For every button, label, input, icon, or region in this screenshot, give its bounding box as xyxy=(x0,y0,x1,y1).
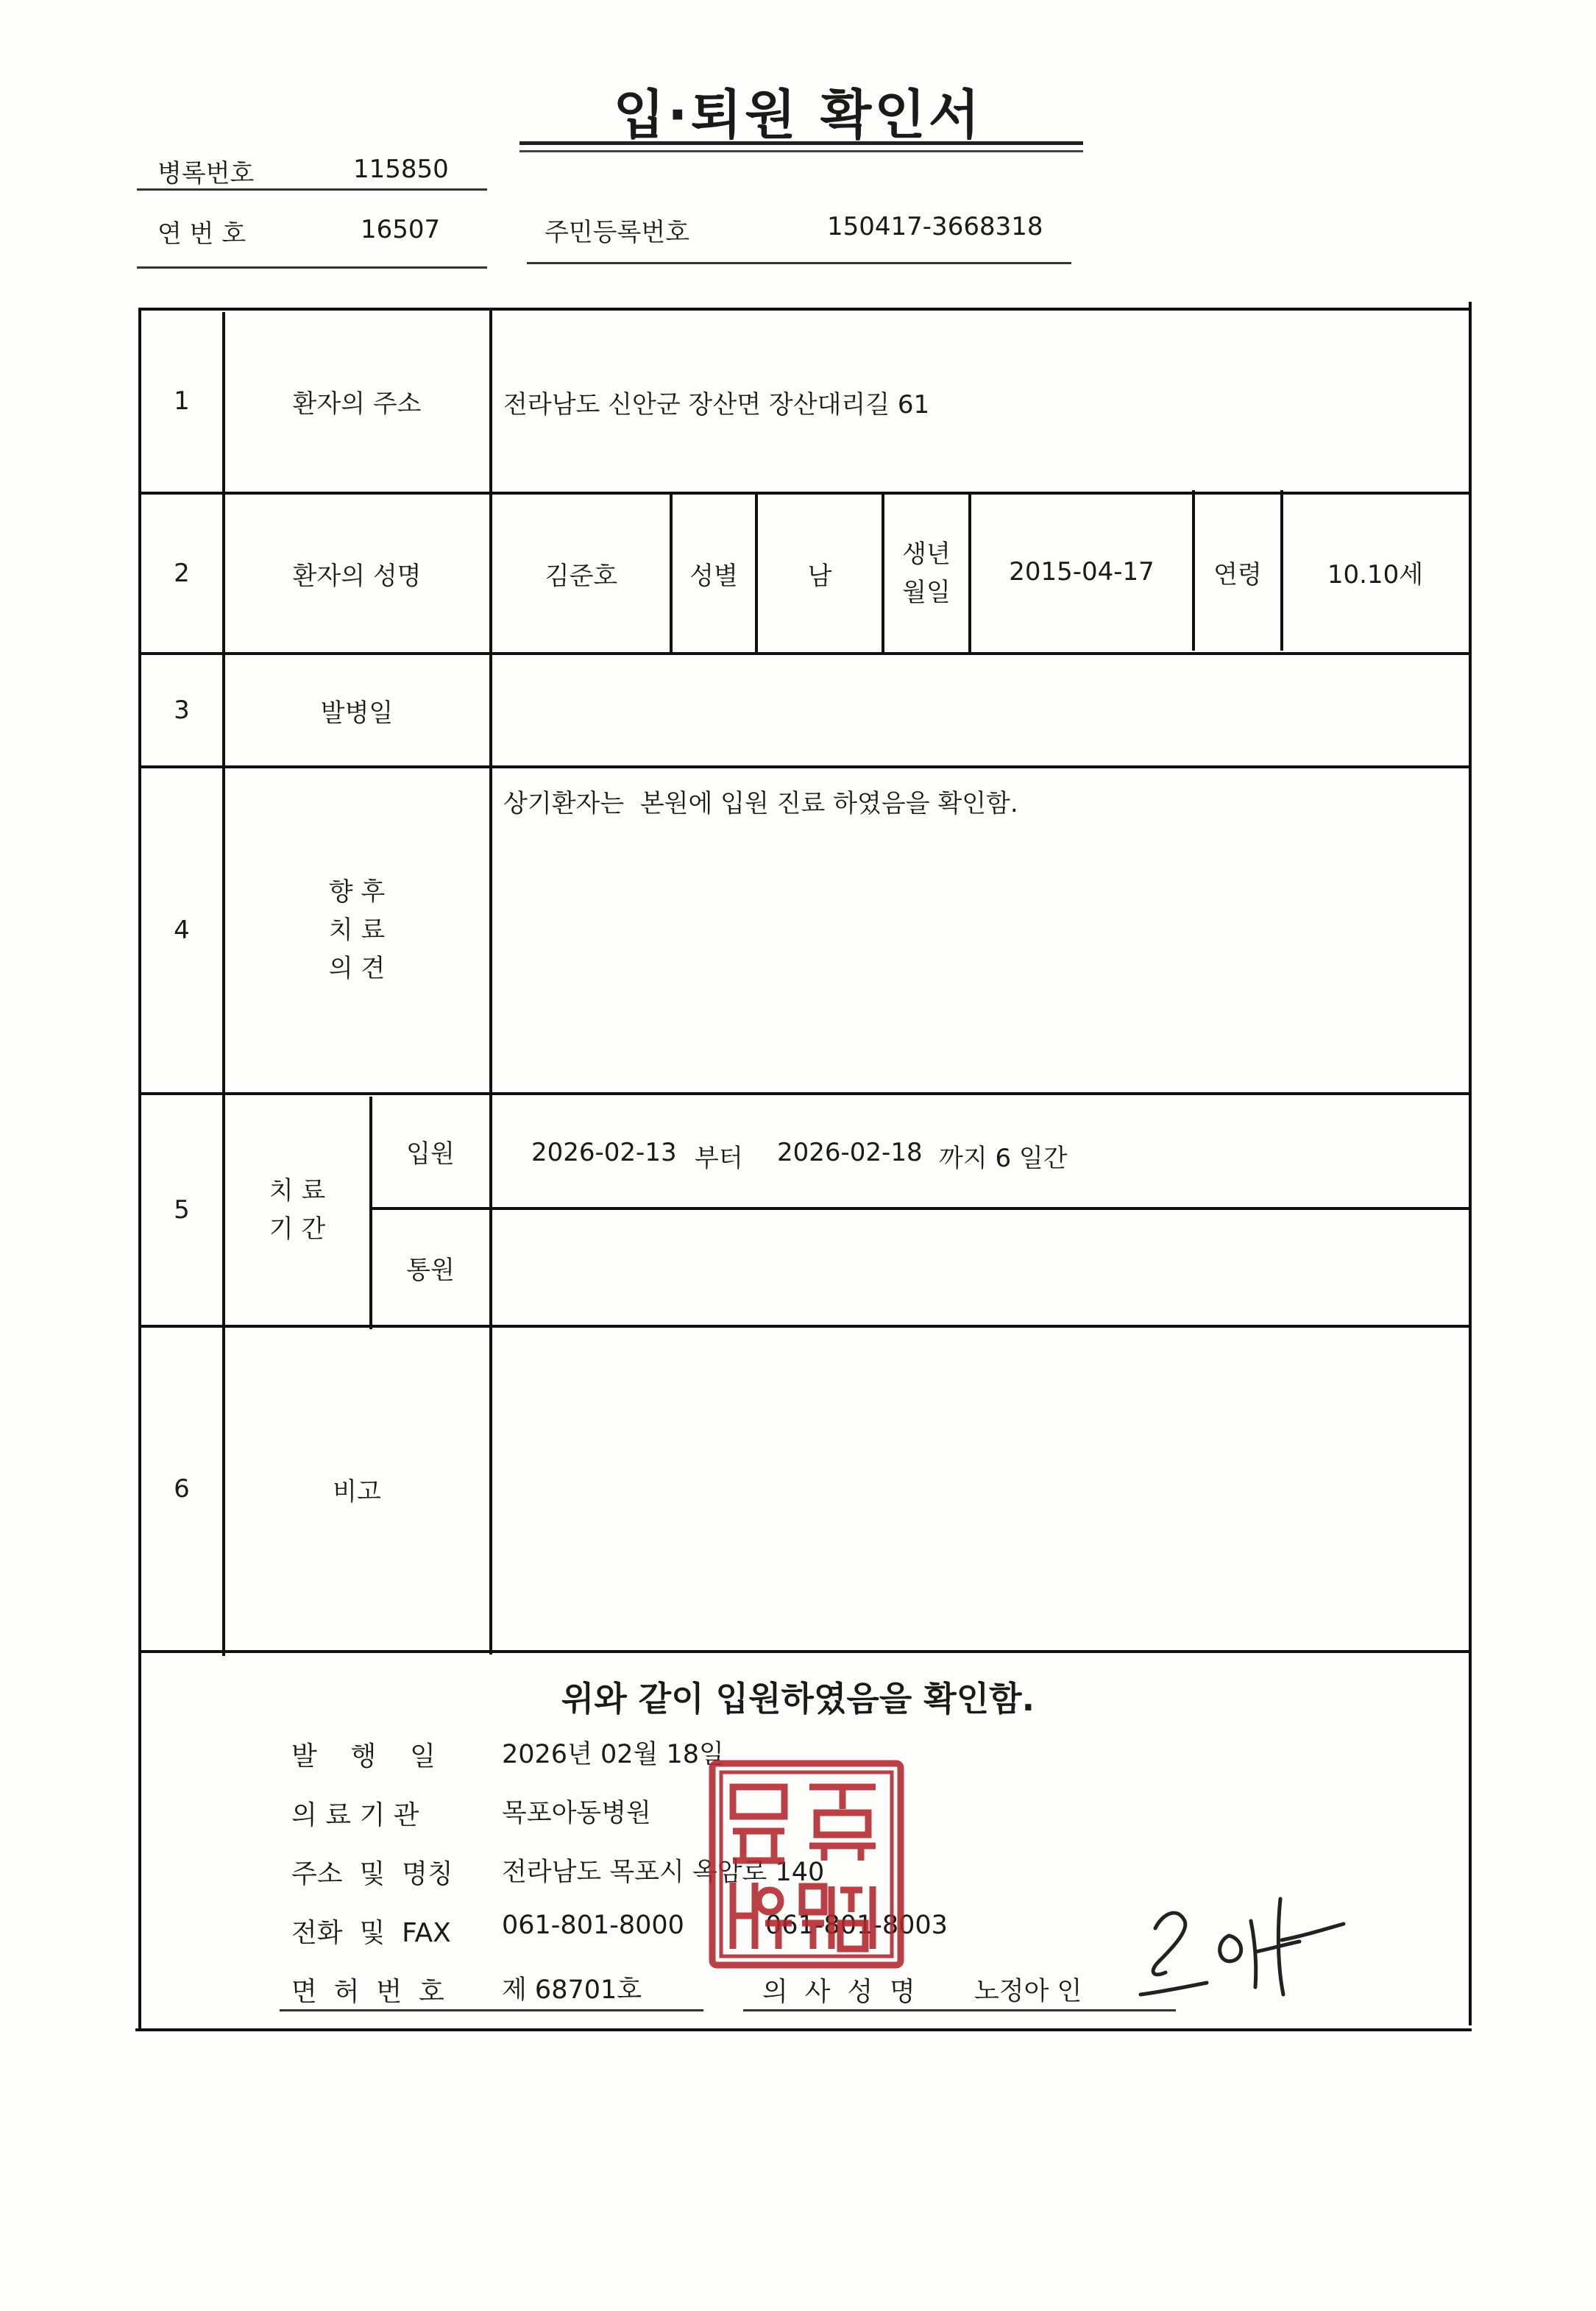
license-underline xyxy=(280,2009,703,2011)
document-title: 입·퇴원 확인서 xyxy=(613,84,983,146)
birth-label xyxy=(883,493,970,654)
treatment-opinion: 상기환자는 본원에 입원 진료 하였음을 확인함. xyxy=(503,789,1018,818)
institution-address: 전라남도 목포시 옥암로 140 xyxy=(502,1858,825,1887)
institution-name: 목포아동병원 xyxy=(502,1799,651,1828)
serial-number: 16507 xyxy=(361,215,441,244)
row-number: 5 xyxy=(174,1195,190,1225)
remarks-label: 비고 xyxy=(333,1476,381,1507)
patient-sex: 남 xyxy=(807,561,832,591)
confirmation-statement: 위와 같이 입원하였음을 확인함. xyxy=(561,1679,1035,1719)
title-underline xyxy=(519,141,1083,145)
serial-number-label: 연 번 호 xyxy=(157,219,247,249)
phone-fax-label: 전화 및 FAX xyxy=(291,1918,451,1948)
patient-age: 10.10세 xyxy=(1327,559,1424,590)
patient-birthdate: 2015-04-17 xyxy=(1009,557,1155,587)
period-label xyxy=(224,1094,371,1326)
resident-number-label: 주민등록번호 xyxy=(545,218,690,247)
address-label: 환자의 주소 xyxy=(292,389,422,419)
sex-label: 성별 xyxy=(689,561,738,591)
doctor-label: 의 사 성 명 xyxy=(762,1977,915,2007)
opinion-label-line1: 향 후 xyxy=(328,877,386,907)
title-underline-secondary xyxy=(519,150,1083,152)
doctor-underline xyxy=(743,2009,1176,2011)
birth-label-line2: 월일 xyxy=(902,578,951,607)
phone-number: 061-801-8000 xyxy=(502,1911,684,1940)
doctor-signature-icon xyxy=(1126,1884,1347,2031)
age-label: 연령 xyxy=(1213,559,1262,590)
header-rule xyxy=(137,188,487,191)
name-label: 환자의 성명 xyxy=(292,561,422,591)
row-number: 3 xyxy=(174,696,190,725)
hospital-seal-icon xyxy=(706,1758,907,1971)
institution-label: 의 료 기 관 xyxy=(291,1800,419,1830)
patient-name: 김준호 xyxy=(545,561,618,591)
opinion-label-line3: 의 견 xyxy=(328,954,386,983)
opinion-label xyxy=(224,767,490,1094)
discharge-date: 2026-02-18 xyxy=(777,1138,923,1167)
chart-number-label: 병록번호 xyxy=(157,159,255,188)
inpatient-label: 입원 xyxy=(406,1139,455,1169)
outpatient-label: 통원 xyxy=(406,1255,455,1285)
resident-number: 150417-3668318 xyxy=(827,212,1043,241)
row-number: 4 xyxy=(174,916,190,945)
chart-number: 115850 xyxy=(353,155,449,184)
duration-text: 까지 6 일간 xyxy=(939,1144,1068,1173)
row-number: 2 xyxy=(174,559,190,588)
row-divider-period xyxy=(369,1207,1472,1210)
row-number: 1 xyxy=(174,386,190,416)
table-border-right xyxy=(1469,302,1472,2025)
period-label-line1: 치 료 xyxy=(269,1176,326,1206)
onset-label: 발병일 xyxy=(320,698,394,728)
issue-date-label: 발 행 일 xyxy=(291,1741,436,1772)
patient-address: 전라남도 신안군 장산면 장산대리길 61 xyxy=(503,390,930,420)
license-label: 면 허 번 호 xyxy=(291,1977,444,2007)
birth-label-line1: 생년 xyxy=(902,539,951,569)
row-number: 6 xyxy=(174,1474,190,1504)
opinion-label-line2: 치 료 xyxy=(328,916,386,945)
header-rule xyxy=(137,266,487,269)
header-rule xyxy=(527,262,1071,264)
period-label-line2: 기 간 xyxy=(269,1214,326,1244)
doctor-name: 노정아 인 xyxy=(974,1977,1082,2006)
license-number: 제 68701호 xyxy=(502,1975,642,2005)
admission-date: 2026-02-13 xyxy=(531,1138,677,1167)
address-name-label: 주소 및 명칭 xyxy=(291,1859,453,1889)
issue-date: 2026년 02월 18일 xyxy=(502,1740,724,1769)
fax-number: 061-801-8003 xyxy=(765,1911,948,1940)
from-text: 부터 xyxy=(695,1144,743,1173)
